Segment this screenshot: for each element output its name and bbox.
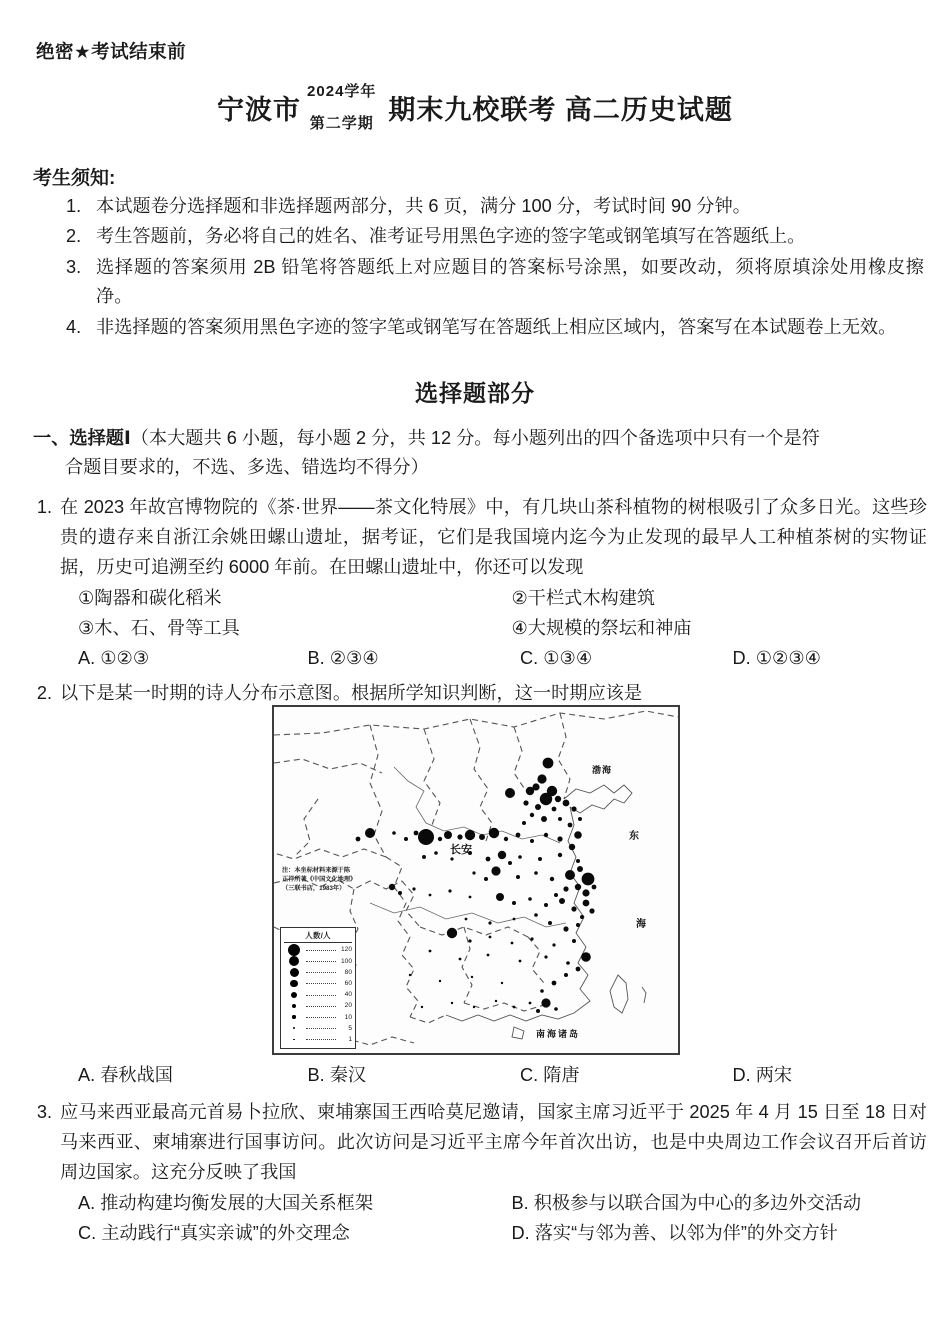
legend-dot-icon — [289, 956, 300, 967]
notice-item — [66, 253, 924, 312]
notice-heading: 考生须知: — [33, 168, 116, 189]
legend-row — [284, 1000, 352, 1011]
question-2 — [22, 678, 927, 708]
legend-value: 100 — [340, 957, 352, 965]
question-number: 1. — [36, 497, 52, 517]
title-semester: 第二学期 — [309, 114, 374, 132]
legend-row — [284, 1034, 352, 1045]
option-d[interactable]: D. 两宋 — [732, 1065, 793, 1085]
question-options — [60, 643, 927, 673]
title-term-stack — [307, 83, 377, 132]
part-label: 一、选择题Ⅰ — [33, 428, 131, 448]
notice-item-text: 本试题卷分选择题和非选择题两部分，共 6 页，满分 100 分，考试时间 90 分钟。 — [96, 196, 751, 216]
legend-value: 40 — [344, 991, 352, 999]
legend-row — [284, 1011, 352, 1022]
question-2-options — [22, 1060, 927, 1090]
legend-row — [284, 989, 352, 1000]
map-label-bohai: 渤海 — [592, 765, 613, 775]
legend-dot-icon — [292, 1015, 295, 1018]
question-stem: 在 2023 年故宫博物院的《茶·世界——茶文化特展》中，有几块山茶科植物的树根吸引了众多日光。这些珍贵的遗存来自浙江余姚田螺山遗址，据考证，它们是我国境内迄今为止发现的最早人工种植茶树的实物证据，历史可追溯至约 6000 年前。在田螺山遗址中，你还可以发现 — [60, 497, 927, 578]
legend-row — [284, 944, 352, 955]
part-desc-line1: （本大题共 6 小题，每小题 2 分，共 12 分。每小题列出的四个备选项中只有一个是符 — [130, 428, 820, 448]
numbered-item: ③木、石、骨等工具 — [78, 617, 240, 638]
legend-value: 10 — [344, 1013, 352, 1021]
map-label-nanhai: 南海诸岛 — [536, 1029, 581, 1039]
legend-leader — [306, 971, 336, 973]
legend-leader — [306, 1038, 336, 1040]
legend-leader — [306, 1005, 336, 1007]
question-stem: 以下是某一时期的诗人分布示意图。根据所学知识判断，这一时期应该是 — [60, 683, 643, 703]
legend-dot-icon — [288, 944, 300, 956]
question-options-row-2 — [60, 1218, 927, 1248]
option-a[interactable]: A. 春秋战国 — [78, 1065, 173, 1085]
notice-item — [66, 222, 924, 251]
title-prefix: 宁波市 — [217, 95, 302, 125]
notice-item-text: 非选择题的答案须用黑色字迹的签字笔或钢笔写在答题纸上相应区域内，答案写在本试题卷上无效。 — [96, 316, 897, 337]
option-c[interactable]: C. ①③④ — [519, 648, 593, 669]
legend-dot-cell — [284, 980, 304, 988]
legend-value: 80 — [344, 968, 352, 976]
notice-list — [66, 192, 924, 343]
map-label-donghai-char2: 海 — [636, 919, 646, 930]
legend-dot-cell — [284, 944, 304, 956]
question-options-row-1 — [60, 1188, 927, 1218]
option-c[interactable]: C. 主动践行“真实亲诚”的外交理念 — [78, 1222, 350, 1243]
question-options — [60, 1060, 927, 1090]
poet-distribution-map — [272, 705, 680, 1055]
legend-row — [284, 1023, 352, 1034]
option-d[interactable]: D. ①②③④ — [732, 648, 821, 669]
section-title: 选择题部分 — [415, 380, 535, 406]
legend-value: 5 — [348, 1024, 352, 1032]
numbered-item: ②干栏式木构建筑 — [511, 587, 656, 608]
notice-item-number: 3. — [66, 256, 82, 277]
title-academic-year: 2024学年 — [307, 83, 377, 101]
map-label-capital: 长安 — [450, 844, 472, 856]
option-a[interactable]: A. 推动构建均衡发展的大国关系框架 — [78, 1192, 374, 1213]
question-3 — [22, 1097, 927, 1248]
page-title — [0, 83, 950, 132]
legend-dot-cell — [284, 992, 304, 998]
notice-item — [66, 192, 924, 221]
option-a[interactable]: A. ①②③ — [78, 648, 150, 669]
legend-leader — [306, 982, 336, 984]
option-b[interactable]: B. 积极参与以联合国为中心的多边外交活动 — [511, 1192, 862, 1213]
legend-title: 人数/人 — [284, 930, 352, 943]
legend-leader — [306, 960, 336, 962]
legend-dot-cell — [284, 1039, 304, 1041]
notice-item-number: 2. — [66, 226, 82, 247]
map-legend — [280, 927, 356, 1049]
legend-dot-icon — [290, 968, 299, 977]
map-label-donghai-char1: 东 — [629, 831, 639, 842]
notice-item-text: 考生答题前，务必将自己的姓名、准考证号用黑色字迹的签字笔或钢笔填写在答题纸上。 — [96, 226, 806, 247]
question-1 — [22, 492, 927, 673]
secrecy-notice: 绝密★考试结束前 — [36, 41, 187, 62]
option-b[interactable]: B. 秦汉 — [307, 1065, 367, 1085]
notice-item-text: 选择题的答案须用 2B 铅笔将答题纸上对应题目的答案标号涂黑，如要改动，须将原填涂处用橡皮擦净。 — [96, 256, 924, 307]
legend-value: 20 — [344, 1002, 352, 1010]
legend-row — [284, 978, 352, 989]
legend-leader — [306, 994, 336, 996]
legend-leader — [306, 1027, 336, 1029]
notice-item — [66, 313, 924, 342]
question-numbered-items-row-2 — [60, 613, 927, 643]
legend-dot-cell — [284, 1004, 304, 1009]
numbered-item: ①陶器和碳化稻米 — [78, 587, 222, 608]
legend-dot-icon — [291, 992, 297, 998]
question-number: 2. — [36, 683, 52, 703]
legend-leader — [306, 1016, 336, 1018]
question-number: 3. — [36, 1102, 52, 1122]
legend-dot-cell — [284, 956, 304, 967]
map-source-note: 注：本坐标材料来源于陈正祥所著《中国文化地理》（三联书店，1983年） — [282, 867, 354, 892]
legend-row — [284, 956, 352, 967]
legend-dot-cell — [284, 968, 304, 977]
numbered-item: ④大规模的祭坛和神庙 — [511, 617, 692, 638]
notice-item-number: 1. — [66, 196, 82, 216]
question-numbered-items-row-1 — [60, 583, 927, 613]
part-desc-line2: 合题目要求的，不选、多选、错选均不得分） — [65, 457, 429, 478]
option-d[interactable]: D. 落实“与邻为善、以邻为伴”的外交方针 — [511, 1222, 838, 1243]
legend-value: 1 — [348, 1035, 352, 1043]
legend-dot-icon — [293, 1039, 295, 1041]
notice-item-number: 4. — [66, 316, 82, 337]
legend-row — [284, 967, 352, 978]
legend-value: 120 — [340, 946, 352, 954]
question-stem: 应马来西亚最高元首易卜拉欣、柬埔寨国王西哈莫尼邀请，国家主席习近平于 2025 年 4 月 15 日至 18 日对马来西亚、柬埔寨进行国事访问。此次访问是习近平主席今年首次出访，也是中央周边工作会议召开后首访周边国家。这充分反映了我国 — [60, 1102, 927, 1183]
poet-distribution-dots — [356, 758, 597, 1013]
option-c[interactable]: C. 隋唐 — [519, 1065, 580, 1085]
part-heading — [33, 424, 923, 483]
option-b[interactable]: B. ②③④ — [307, 648, 379, 669]
legend-value: 60 — [344, 979, 352, 987]
legend-dot-cell — [284, 1015, 304, 1018]
legend-dot-cell — [284, 1027, 304, 1029]
legend-dot-icon — [292, 1004, 297, 1009]
legend-dot-icon — [290, 980, 298, 988]
title-suffix: 期末九校联考 高二历史试题 — [388, 95, 733, 125]
legend-leader — [306, 949, 336, 951]
legend-dot-icon — [293, 1027, 295, 1029]
